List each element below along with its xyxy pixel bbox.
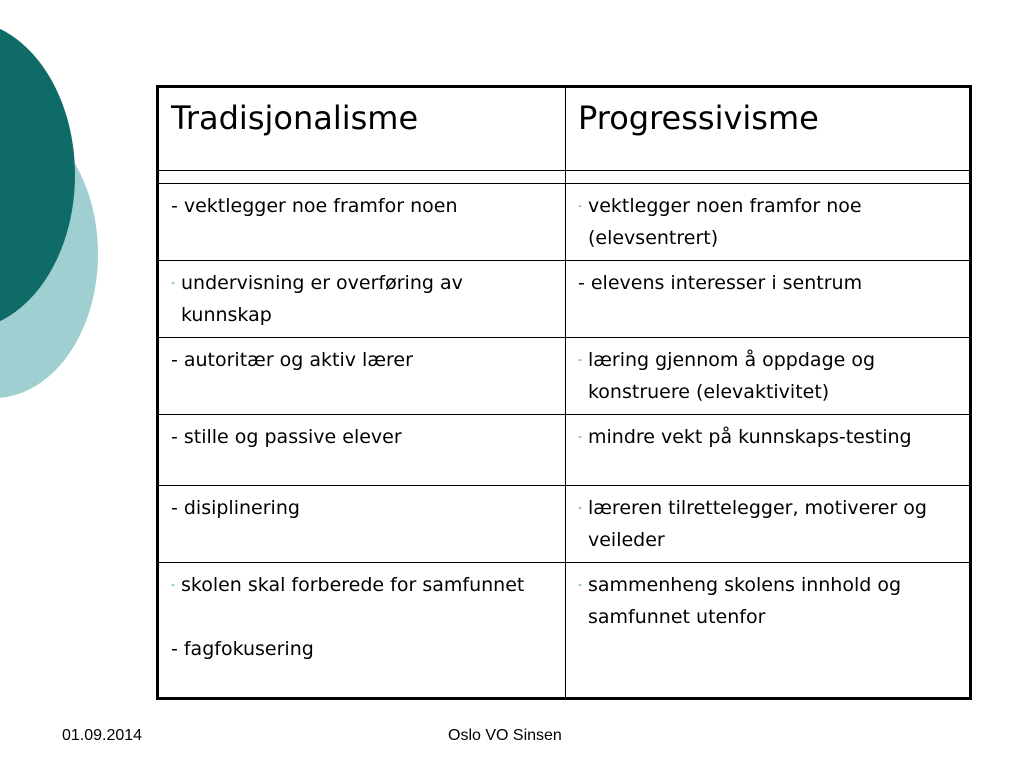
list-item-text: læreren tilrettelegger, motiverer og veileder <box>587 497 927 551</box>
dash-bullet-icon: - <box>578 272 585 294</box>
dash-bullet-icon: - <box>171 497 178 519</box>
dash-bullet-icon: - <box>578 501 582 514</box>
list-item-text: disiplinering <box>183 497 300 519</box>
table-cell-right <box>566 184 971 261</box>
list-item <box>171 344 555 376</box>
list-item <box>578 190 959 254</box>
list-item-text: mindre vekt på kunnskaps-testing <box>587 426 912 448</box>
footer-date: 01.09.2014 <box>62 727 143 744</box>
table-cell-right <box>566 415 971 486</box>
table-cell-right <box>566 486 971 563</box>
header-cell-tradisjonalisme <box>158 87 566 171</box>
list-item <box>578 421 959 453</box>
list-item-text: vektlegger noen framfor noe (elevsentrert) <box>587 195 862 249</box>
comparison-table <box>156 85 972 700</box>
header-cell-progressivisme <box>566 87 971 171</box>
dash-bullet-icon: - <box>171 195 178 217</box>
spacer-cell <box>566 171 971 184</box>
list-item <box>578 267 959 299</box>
dash-bullet-icon: - <box>578 199 582 212</box>
dash-bullet-icon: - <box>171 276 175 289</box>
dash-bullet-icon: - <box>171 578 175 591</box>
list-item <box>578 492 959 556</box>
table-cell-left <box>158 338 566 415</box>
list-item <box>171 190 555 222</box>
footer-title: Oslo VO Sinsen <box>448 727 562 744</box>
list-item <box>171 421 555 453</box>
dash-bullet-icon: - <box>171 638 178 660</box>
table-row <box>158 261 971 338</box>
table-cell-left <box>158 261 566 338</box>
list-item-text: stille og passive elever <box>183 426 402 448</box>
dash-bullet-icon: - <box>578 578 582 591</box>
list-item <box>171 569 555 601</box>
item-gap <box>171 601 555 633</box>
table-row <box>158 184 971 261</box>
header-label-progressivisme: Progressivisme <box>578 99 819 137</box>
table-cell-left <box>158 563 566 699</box>
spacer-row <box>158 171 971 184</box>
dash-bullet-icon: - <box>578 430 582 443</box>
table-row <box>158 338 971 415</box>
dash-bullet-icon: - <box>578 353 582 366</box>
table-row <box>158 415 971 486</box>
dash-bullet-icon: - <box>171 426 178 448</box>
list-item <box>171 267 555 331</box>
header-label-tradisjonalisme: Tradisjonalisme <box>171 99 419 137</box>
table-cell-left <box>158 415 566 486</box>
list-item-text: undervisning er overføring av kunnskap <box>180 272 463 326</box>
list-item <box>171 633 555 665</box>
spacer-cell <box>158 171 566 184</box>
list-item <box>578 569 959 633</box>
list-item <box>578 344 959 408</box>
table-cell-right <box>566 261 971 338</box>
table-cell-right <box>566 338 971 415</box>
list-item-text: skolen skal forberede for samfunnet <box>180 574 525 596</box>
list-item-text: vektlegger noe framfor noen <box>183 195 458 217</box>
list-item-text: læring gjennom å oppdage og konstruere (elevaktivitet) <box>587 349 876 403</box>
table-cell-left <box>158 184 566 261</box>
table-cell-right <box>566 563 971 699</box>
table-header-row <box>158 87 971 171</box>
dash-bullet-icon: - <box>171 349 178 371</box>
table-cell-left <box>158 486 566 563</box>
list-item-text: autoritær og aktiv lærer <box>183 349 413 371</box>
list-item-text: fagfokusering <box>183 638 314 660</box>
table-row <box>158 486 971 563</box>
table-row <box>158 563 971 699</box>
list-item <box>171 492 555 524</box>
list-item-text: sammenheng skolens innhold og samfunnet utenfor <box>587 574 902 628</box>
list-item-text: elevens interesser i sentrum <box>590 272 863 294</box>
